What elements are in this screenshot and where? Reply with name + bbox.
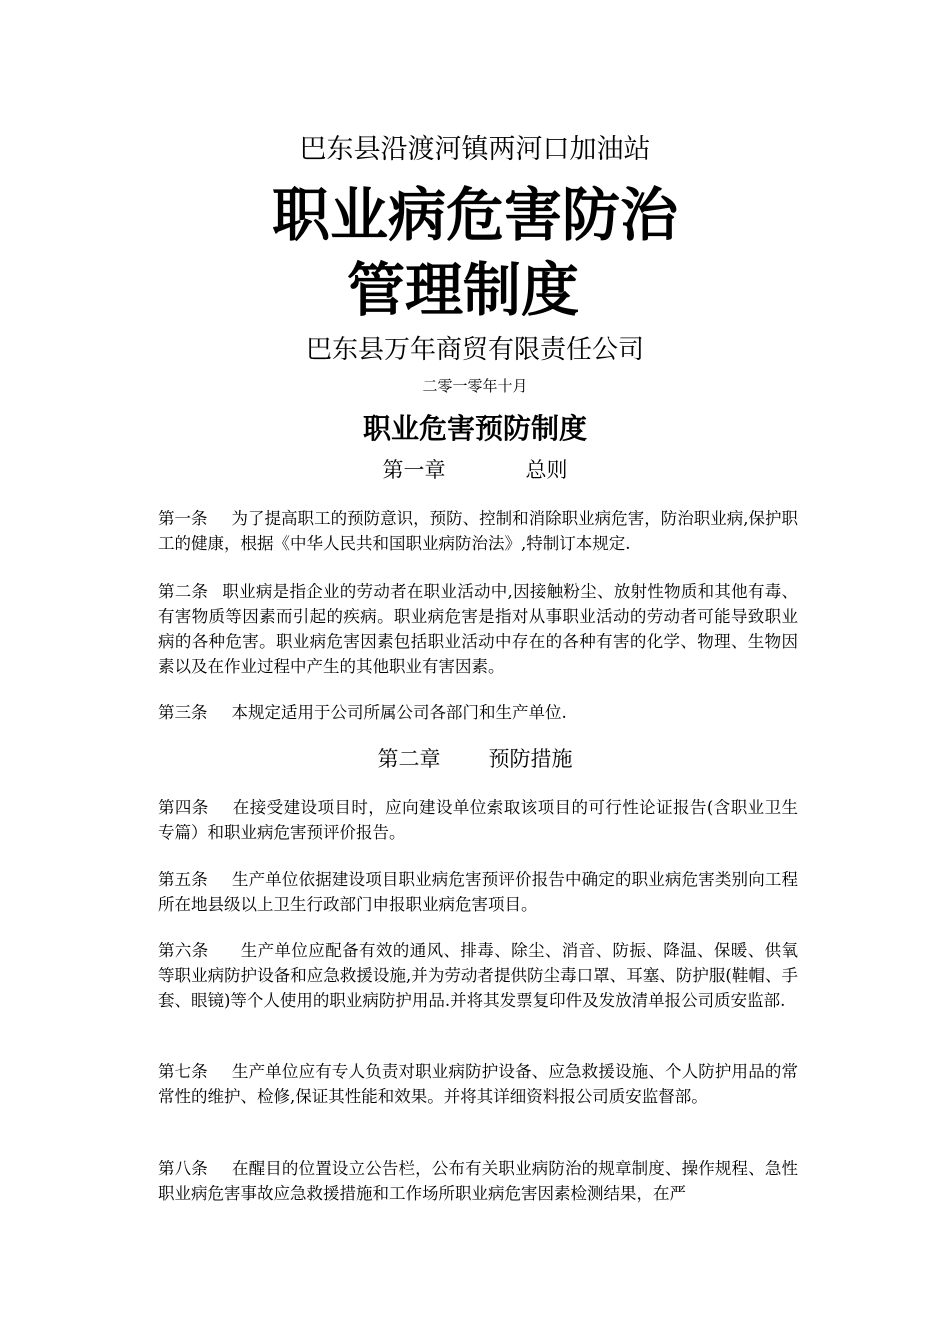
article-paragraph <box>158 867 798 917</box>
chapter-name: 总则 <box>525 458 568 482</box>
article-text: 本规定适用于公司所属公司各部门和生产单位. <box>231 703 567 722</box>
chapter-heading <box>0 744 950 774</box>
article-text: 生产单位应有专人负责对职业病防护设备、应急救援设施、个人防护用品的常常性的维护、检修,保证其性能和效果。并将其详细资料报公司质安监督部。 <box>158 1062 799 1106</box>
article-number: 第六条 <box>158 941 209 960</box>
document-title-line1: 职业病危害防治 <box>271 181 678 249</box>
article-number: 第一条 <box>158 509 208 528</box>
chapter-number: 第一章 <box>382 458 446 482</box>
chapter-heading <box>0 455 950 485</box>
regulation-title: 职业危害预防制度 <box>362 412 587 445</box>
article-paragraph <box>158 938 798 1013</box>
article-number: 第二条 <box>158 582 209 601</box>
article-text: 生产单位应配备有效的通风、排毒、除尘、消音、防振、降温、保暖、供氧等职业病防护设备和应急救援设施,并为劳动者提供防尘毒口罩、耳塞、防护服(鞋帽、手套、眼镜)等个人使用的职业病防护用品.并将其发票复印件及发放清单报公司质安监部. <box>158 941 799 1010</box>
article-number: 第三条 <box>158 703 208 722</box>
document-title-line2: 管理制度 <box>346 256 579 324</box>
article-number: 第四条 <box>158 798 209 817</box>
article-paragraph <box>158 700 798 725</box>
company-name: 巴东县万年商贸有限责任公司 <box>305 335 644 365</box>
article-text: 在醒目的位置设立公告栏，公布有关职业病防治的规章制度、操作规程、急性职业病危害事故应急救援措施和工作场所职业病危害因素检测结果，在严 <box>158 1159 799 1203</box>
issue-date: 二零一零年十月 <box>422 377 528 395</box>
article-paragraph <box>158 506 798 556</box>
article-text: 生产单位依据建设项目职业病危害预评价报告中确定的职业病危害类别向工程所在地县级以上卫生行政部门申报职业病危害项目。 <box>158 870 799 914</box>
article-paragraph <box>158 795 798 845</box>
article-number: 第七条 <box>158 1062 208 1081</box>
article-text: 为了提高职工的预防意识，预防、控制和消除职业病危害，防治职业病,保护职工的健康，根据《中华人民共和国职业病防治法》,特制订本规定. <box>158 509 799 553</box>
article-text: 职业病是指企业的劳动者在职业活动中,因接触粉尘、放射性物质和其他有毒、有害物质等因素而引起的疾病。职业病危害是指对从事职业活动的劳动者可能导致职业病的各种危害。职业病危害因素包括职业活动中存在的各种有害的化学、物理、生物因素以及在作业过程中产生的其他职业有害因素。 <box>158 582 799 676</box>
chapter-name: 预防措施 <box>488 747 573 771</box>
article-number: 第五条 <box>158 870 208 889</box>
article-text: 在接受建设项目时，应向建设单位索取该项目的可行性论证报告(含职业卫生专篇）和职业病危害预评价报告。 <box>158 798 798 842</box>
article-number: 第八条 <box>158 1159 208 1178</box>
article-paragraph <box>158 1156 798 1206</box>
article-paragraph <box>158 579 798 679</box>
station-name: 巴东县沿渡河镇两河口加油站 <box>299 134 651 165</box>
article-paragraph <box>158 1059 798 1109</box>
chapter-number: 第二章 <box>377 747 441 771</box>
